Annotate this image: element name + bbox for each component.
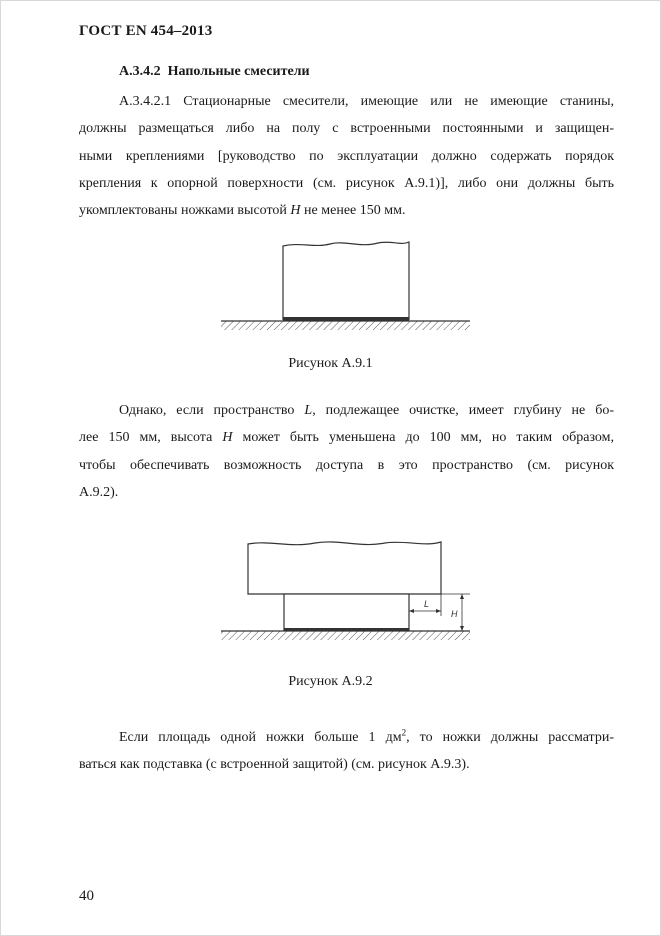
label-L: L — [424, 599, 430, 609]
variable-H: H — [290, 203, 301, 219]
text-line: ваться как подставка (с встроенной защитой) (см. рисунок A.9.3). — [79, 757, 470, 773]
section-heading — [119, 64, 310, 80]
figure-caption-a91: Рисунок A.9.1 — [288, 356, 373, 371]
mixer-foot — [284, 594, 409, 630]
text-line: лее 150 мм, высота H может быть уменьшена до 100 мм, но таким образом, — [79, 430, 615, 446]
paragraph-foot-area — [79, 724, 614, 779]
floor-hatch — [221, 631, 470, 640]
section-number: A.3.4.2 — [119, 64, 161, 79]
text-line: A.3.4.2.1 Стационарные смесители, имеющие или не имеющие станины, — [119, 94, 614, 109]
text-line: ными креплениями [руководство по эксплуатации должно содержать порядок — [79, 148, 614, 164]
figure-caption-a92: Рисунок A.9.2 — [288, 674, 373, 689]
mixer-body — [283, 242, 409, 320]
variable-H: H — [222, 430, 233, 446]
text-line: крепления к опорной поверхности (см. рисунок A.9.1)], либо они должны быть — [79, 175, 614, 191]
mixer-body — [248, 542, 441, 594]
text-line: Однако, если пространство L, подлежащее очистке, имеет глубину не бо- — [119, 403, 615, 418]
text-line: Если площадь одной ножки больше 1 $дм^2$, то ножки должны рассматри- — [119, 727, 615, 745]
paragraph-floor-mixers — [79, 88, 614, 224]
variable-L: L — [304, 403, 313, 418]
text-line: должны размещаться либо на полу с встроенными постоянными и защищен- — [79, 121, 614, 137]
text-line: чтобы обеспечивать возможность доступа в это пространство (см. рисунок — [79, 457, 614, 473]
page-number: 40 — [79, 888, 94, 904]
text-line: укомплектованы ножками высотой H не менее 150 мм. — [79, 203, 406, 219]
floor-hatch — [221, 321, 470, 330]
text-line: A.9.2). — [79, 484, 119, 500]
figure-a91 — [0, 236, 661, 336]
figure-a92 — [0, 536, 661, 651]
superscript: 2 — [401, 727, 407, 738]
section-title: Напольные смесители — [167, 64, 310, 79]
mixer-base-plate — [283, 317, 409, 321]
label-H: H — [451, 609, 458, 619]
paragraph-space-L — [79, 397, 614, 506]
document-code: ГОСТ EN 454–2013 — [79, 23, 213, 39]
